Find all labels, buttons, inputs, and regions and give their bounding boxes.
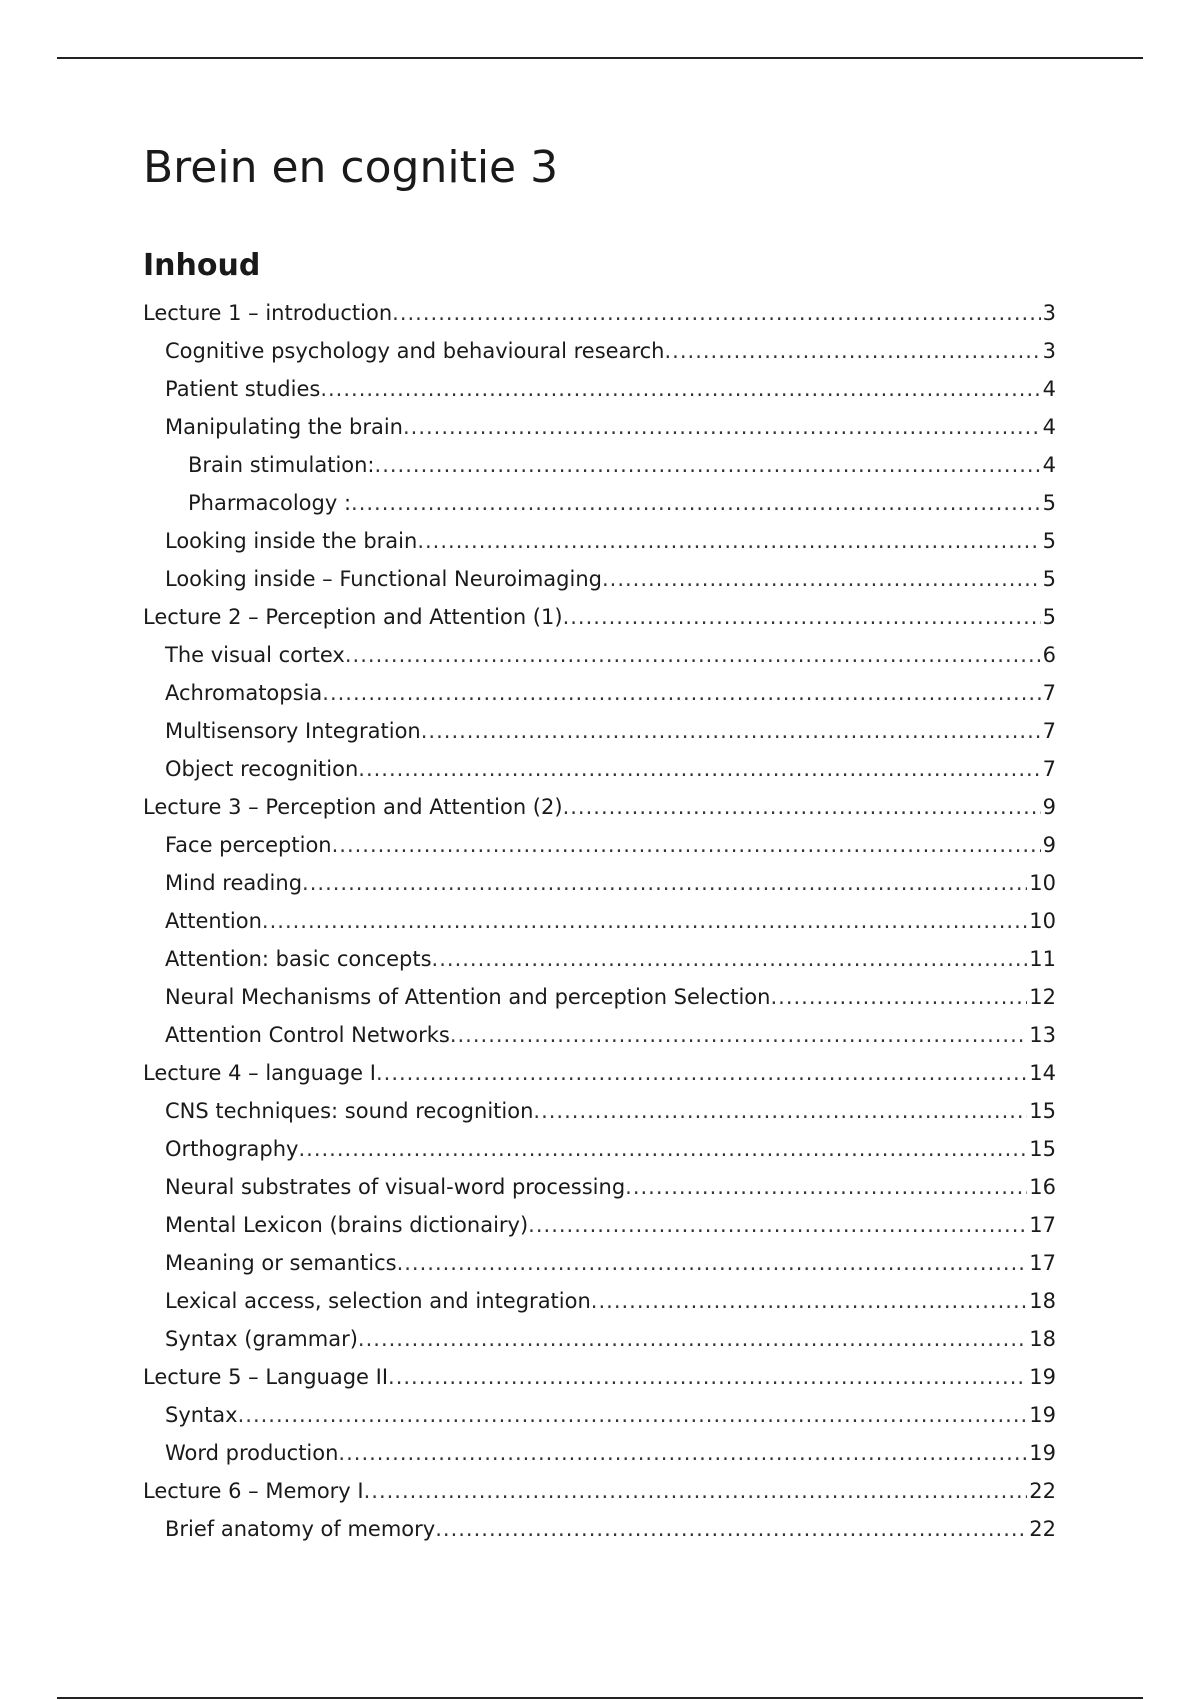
toc-dot-leader [591, 1282, 1027, 1320]
toc-entry-label: Attention Control Networks [165, 1023, 450, 1047]
toc-entry-label: Mental Lexicon (brains dictionairy) [165, 1213, 529, 1237]
toc-entry[interactable] [143, 1396, 1056, 1434]
toc-entry-page-number: 18 [1029, 1327, 1056, 1351]
toc-entry-label: Brain stimulation: [188, 453, 375, 477]
toc-entry[interactable] [143, 598, 1056, 636]
toc-entry-page-number: 13 [1029, 1023, 1056, 1047]
toc-dot-leader [563, 788, 1041, 826]
toc-entry-label: Neural substrates of visual-word processing [165, 1175, 626, 1199]
toc-dot-leader [421, 712, 1041, 750]
toc-dot-leader [298, 1130, 1027, 1168]
toc-entry-page-number: 15 [1029, 1099, 1056, 1123]
toc-entry-label: Mind reading [165, 871, 303, 895]
toc-entry[interactable] [143, 674, 1056, 712]
toc-entry-page-number: 3 [1042, 301, 1056, 325]
toc-dot-leader [322, 674, 1040, 712]
toc-dot-leader [332, 826, 1041, 864]
toc-dot-leader [320, 370, 1040, 408]
toc-dot-leader [397, 1244, 1028, 1282]
toc-entry[interactable] [143, 1092, 1056, 1130]
toc-entry[interactable] [143, 864, 1056, 902]
toc-entry-page-number: 7 [1042, 681, 1056, 705]
toc-entry-label: Lecture 6 – Memory I [143, 1479, 364, 1503]
toc-entry-page-number: 19 [1029, 1365, 1056, 1389]
toc-entry-page-number: 3 [1042, 339, 1056, 363]
toc-entry-page-number: 16 [1029, 1175, 1056, 1199]
toc-dot-leader [262, 902, 1027, 940]
toc-dot-leader [602, 560, 1041, 598]
toc-entry-page-number: 5 [1042, 529, 1056, 553]
toc-entry-label: Attention: basic concepts [165, 947, 432, 971]
toc-entry-label: Attention [165, 909, 262, 933]
toc-entry-label: Looking inside the brain [165, 529, 418, 553]
toc-entry-page-number: 19 [1029, 1441, 1056, 1465]
toc-entry-label: Lecture 3 – Perception and Attention (2) [143, 795, 563, 819]
toc-entry-page-number: 14 [1029, 1061, 1056, 1085]
toc-entry[interactable] [143, 1282, 1056, 1320]
toc-entry[interactable] [143, 1016, 1056, 1054]
toc-entry[interactable] [143, 1358, 1056, 1396]
toc-entry-page-number: 10 [1029, 909, 1056, 933]
toc-heading: Inhoud [143, 248, 261, 283]
toc-entry[interactable] [143, 1130, 1056, 1168]
toc-entry[interactable] [143, 902, 1056, 940]
toc-dot-leader [450, 1016, 1027, 1054]
toc-entry[interactable] [143, 1320, 1056, 1358]
toc-entry-label: Patient studies [165, 377, 321, 401]
toc-entry-label: CNS techniques: sound recognition [165, 1099, 534, 1123]
toc-entry[interactable] [143, 826, 1056, 864]
header-rule [57, 57, 1143, 59]
toc-dot-leader [417, 522, 1040, 560]
toc-entry-page-number: 9 [1042, 795, 1056, 819]
toc-entry-label: Orthography [165, 1137, 299, 1161]
toc-entry[interactable] [143, 1244, 1056, 1282]
toc-entry-label: Manipulating the brain [165, 415, 403, 439]
toc-entry[interactable] [143, 408, 1056, 446]
toc-dot-leader [533, 1092, 1027, 1130]
toc-entry-page-number: 5 [1042, 491, 1056, 515]
toc-entry-label: The visual cortex [165, 643, 345, 667]
toc-entry-label: Brief anatomy of memory [165, 1517, 436, 1541]
toc-entry[interactable] [143, 294, 1056, 332]
toc-entry-page-number: 18 [1029, 1289, 1056, 1313]
toc-entry[interactable] [143, 332, 1056, 370]
toc-entry-page-number: 17 [1029, 1251, 1056, 1275]
toc-dot-leader [345, 636, 1041, 674]
toc-entry[interactable] [143, 712, 1056, 750]
toc-entry-page-number: 4 [1042, 377, 1056, 401]
toc-dot-leader [238, 1396, 1028, 1434]
toc-dot-leader [528, 1206, 1027, 1244]
toc-entry[interactable] [143, 750, 1056, 788]
toc-dot-leader [351, 484, 1041, 522]
toc-entry-page-number: 22 [1029, 1517, 1056, 1541]
toc-entry[interactable] [143, 1168, 1056, 1206]
toc-entry-page-number: 9 [1042, 833, 1056, 857]
toc-entry-label: Syntax (grammar) [165, 1327, 358, 1351]
toc-entry-label: Multisensory Integration [165, 719, 421, 743]
toc-entry[interactable] [143, 484, 1056, 522]
toc-entry-page-number: 6 [1042, 643, 1056, 667]
toc-entry-label: Syntax [165, 1403, 238, 1427]
toc-entry-label: Lecture 1 – introduction [143, 301, 393, 325]
toc-entry-page-number: 11 [1029, 947, 1056, 971]
toc-entry-page-number: 7 [1042, 757, 1056, 781]
toc-entry-label: Face perception [165, 833, 332, 857]
toc-dot-leader [770, 978, 1027, 1016]
toc-dot-leader [392, 294, 1040, 332]
toc-dot-leader [364, 1472, 1028, 1510]
toc-dot-leader [376, 1054, 1027, 1092]
toc-entry[interactable] [143, 560, 1056, 598]
toc-entry-label: Neural Mechanisms of Attention and perception Selection [165, 985, 771, 1009]
toc-entry[interactable] [143, 1434, 1056, 1472]
toc-entry[interactable] [143, 788, 1056, 826]
toc-dot-leader [625, 1168, 1027, 1206]
toc-entry-page-number: 22 [1029, 1479, 1056, 1503]
toc-entry-page-number: 19 [1029, 1403, 1056, 1427]
toc-dot-leader [358, 750, 1040, 788]
toc-entry-page-number: 10 [1029, 871, 1056, 895]
footer-rule [57, 1697, 1143, 1699]
toc-entry[interactable] [143, 978, 1056, 1016]
toc-entry-label: Lecture 2 – Perception and Attention (1) [143, 605, 563, 629]
toc-dot-leader [388, 1358, 1027, 1396]
toc-entry-page-number: 5 [1042, 567, 1056, 591]
toc-dot-leader [435, 1510, 1027, 1548]
toc-entry-page-number: 7 [1042, 719, 1056, 743]
toc-entry-page-number: 5 [1042, 605, 1056, 629]
toc-entry-label: Word production [165, 1441, 339, 1465]
toc-entry-page-number: 12 [1029, 985, 1056, 1009]
toc-entry-label: Object recognition [165, 757, 359, 781]
toc-entry-label: Achromatopsia [165, 681, 323, 705]
toc-entry[interactable] [143, 1510, 1056, 1548]
toc-entry[interactable] [143, 940, 1056, 978]
toc-entry-label: Lecture 5 – Language II [143, 1365, 389, 1389]
table-of-contents [143, 294, 1056, 1548]
toc-entry-label: Pharmacology : [188, 491, 352, 515]
toc-entry-page-number: 4 [1042, 453, 1056, 477]
toc-entry-label: Looking inside – Functional Neuroimaging [165, 567, 602, 591]
toc-entry[interactable] [143, 636, 1056, 674]
toc-entry-page-number: 17 [1029, 1213, 1056, 1237]
toc-entry-label: Cognitive psychology and behavioural research [165, 339, 665, 363]
toc-entry[interactable] [143, 1206, 1056, 1244]
toc-dot-leader [358, 1320, 1027, 1358]
toc-entry-page-number: 4 [1042, 415, 1056, 439]
toc-entry[interactable] [143, 1472, 1056, 1510]
toc-entry-label: Lexical access, selection and integration [165, 1289, 591, 1313]
toc-entry-label: Lecture 4 – language I [143, 1061, 376, 1085]
toc-dot-leader [665, 332, 1041, 370]
toc-entry-page-number: 15 [1029, 1137, 1056, 1161]
toc-entry[interactable] [143, 1054, 1056, 1092]
toc-dot-leader [432, 940, 1028, 978]
toc-entry[interactable] [143, 446, 1056, 484]
toc-entry[interactable] [143, 370, 1056, 408]
toc-dot-leader [338, 1434, 1027, 1472]
toc-dot-leader [302, 864, 1027, 902]
toc-dot-leader [563, 598, 1041, 636]
document-title: Brein en cognitie 3 [143, 142, 559, 193]
toc-dot-leader [375, 446, 1041, 484]
toc-dot-leader [403, 408, 1041, 446]
toc-entry-label: Meaning or semantics [165, 1251, 397, 1275]
toc-entry[interactable] [143, 522, 1056, 560]
